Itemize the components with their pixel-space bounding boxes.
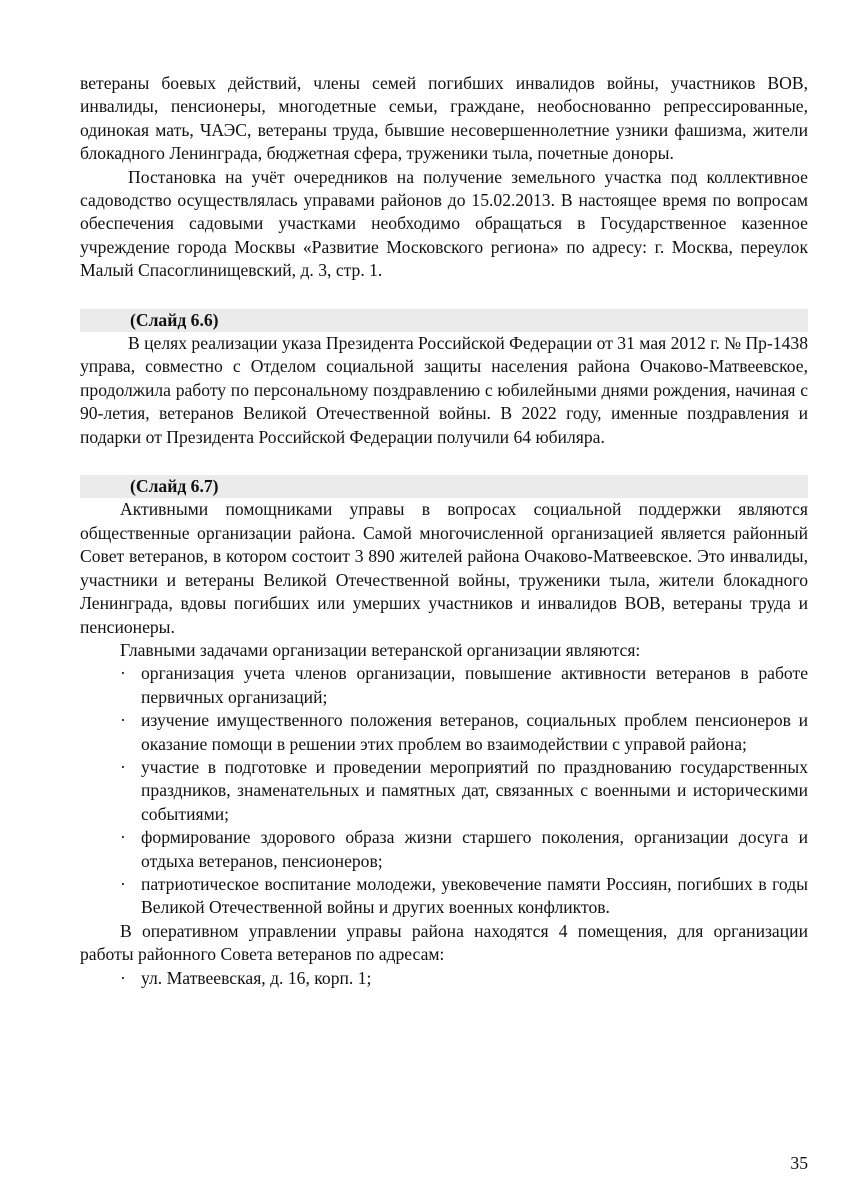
list-item (80, 662, 808, 709)
bullet-icon: · (120, 827, 126, 848)
slide-6-6-heading: (Слайд 6.6) (80, 309, 808, 332)
bullet-icon: · (120, 967, 126, 988)
slide-6-7-paragraph: Активными помощниками управы в вопросах социальной поддержки являются общественные организации района. Самой многочисленной организацией является районный Совет ветеранов, в котором состоит 3 890 жителей района Очаково-Матвеевское. Это инвалиды, участники и ветераны Великой Отечественной войны, труженики тыла, жители блокадного Ленинграда, вдовы погибших или умерших участников и инвалидов ВОВ, ветераны труда и пенсионеры. (80, 499, 808, 637)
bullet-icon: · (120, 756, 126, 777)
list-item (80, 709, 808, 756)
list-item-text: патриотическое воспитание молодежи, увековечение памяти Россиян, погибших в годы Великой Отечественной войны и других военных конфликтов. (141, 873, 808, 918)
addresses-list (80, 967, 808, 990)
list-item (80, 826, 808, 873)
list-item-text: изучение имущественного положения ветеранов, социальных проблем пенсионеров и оказание помощи в решении этих проблем во взаимодействии с управой района; (141, 710, 808, 754)
section-gap (80, 283, 808, 309)
bullet-icon: · (120, 710, 126, 731)
list-item (80, 756, 808, 826)
list-item-text: организация учета членов организации, повышение активности ветеранов в работе первичных организаций; (141, 663, 808, 707)
section-gap (80, 449, 808, 475)
bullet-icon: · (120, 663, 126, 684)
page-number: 35 (790, 1153, 808, 1173)
document-page (80, 72, 808, 990)
tasks-intro: Главными задачами организации ветеранской организации являются: (120, 639, 641, 660)
list-item-text: участие в подготовке и проведении мероприятий по празднованию государственных праздников, знаменательных и памятных дат, связанных с военными и историческими событиями; (141, 756, 808, 824)
premises-paragraph: В оперативном управлении управы района находятся 4 помещения, для организации работы районного Совета ветеранов по адресам: (80, 920, 808, 965)
bullet-icon: · (120, 873, 126, 894)
list-item (80, 873, 808, 920)
slide-6-7-heading: (Слайд 6.7) (80, 475, 808, 498)
list-item-text: формирование здорового образа жизни старшего поколения, организации досуга и отдыха ветеранов, пенсионеров; (141, 827, 808, 871)
registration-paragraph: Постановка на учёт очередников на получение земельного участка под коллективное садоводство осуществлялась управами районов до 15.02.2013. В настоящее время по вопросам обеспечения садовыми участками необходимо обращаться в Государственное казенное учреждение города Москвы «Развитие Московского региона» по адресу: г. Москва, переулок Малый Спасоглинищевский, д. 3, стр. 1. (80, 166, 808, 281)
slide-6-6-paragraph: В целях реализации указа Президента Российской Федерации от 31 мая 2012 г. № Пр-1438 управа, совместно с Отделом социальной защиты населения района Очаково-Матвеевское, продолжила работу по персональному поздравлению с юбилейными днями рождения, начиная с 90-летия, ветеранов Великой Отечественной войны. В 2022 году, именные поздравления и подарки от Президента Российской Федерации получили 64 юбиляра. (80, 333, 808, 447)
list-item (80, 967, 808, 990)
address-text: ул. Матвеевская, д. 16, корп. 1; (141, 967, 372, 988)
intro-paragraph: ветераны боевых действий, члены семей погибших инвалидов войны, участников ВОВ, инвалиды, пенсионеры, многодетные семьи, граждане, необоснованно репрессированные, одинокая мать, ЧАЭС, ветераны труда, бывшие несовершеннолетние узники фашизма, жители блокадного Ленинграда, бюджетная сфера, труженики тыла, почетные доноры. (80, 73, 808, 164)
tasks-list (80, 662, 808, 919)
